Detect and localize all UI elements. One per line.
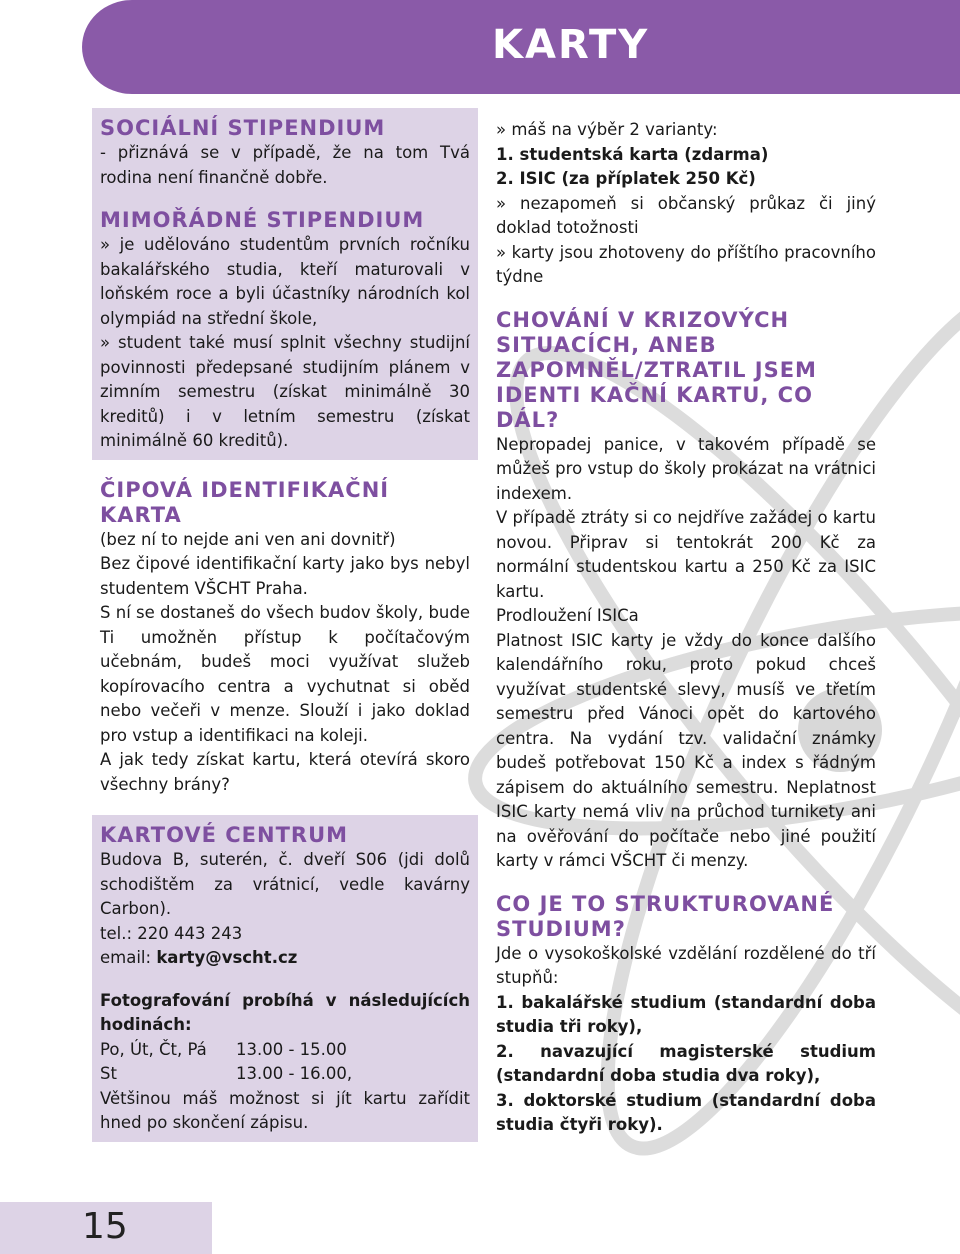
photo-hours-title: Fotografování probíhá v následujících hodinách: (100, 990, 470, 1034)
chip-card-text-4: A jak tedy získat kartu, která otevírá skoro všechny brány? (100, 750, 470, 794)
structure-item-1: 1. bakalářské studium (standardní doba studia tři roky), (496, 992, 876, 1036)
page-number-box (0, 1202, 212, 1254)
structure-item-2: 2. navazující magisterské studium (standardní doba studia dva roky), (496, 1041, 876, 1085)
hours-row-2 (100, 1062, 470, 1087)
page-number: 15 (82, 1206, 128, 1247)
hours-2-days: St (100, 1064, 117, 1083)
hours-row-1 (100, 1038, 470, 1063)
extra-stipend-title: MIMOŘÁDNÉ STIPENDIUM (100, 208, 425, 232)
card-center-title: KARTOVÉ CENTRUM (100, 823, 349, 847)
hours-2-time: 13.00 - 16.00, (236, 1064, 353, 1083)
chip-card-title: ČIPOVÁ IDENTIFIKAČNÍ KARTA (100, 477, 390, 527)
crisis-text-2: V případě ztráty si co nejdříve zažádej o kartu novou. Připrav si tentokrát 200 Kč za normální studentskou kartu a 250 Kč za ISIC kartu. (496, 508, 876, 601)
card-center-tel: tel.: 220 443 243 (100, 923, 243, 943)
ready-time: » karty jsou zhotoveny do příštího pracovního týdne (496, 242, 876, 286)
right-column (496, 118, 876, 1138)
social-stipend-box (92, 108, 478, 460)
crisis-text-3: Prodloužení ISICa (496, 606, 639, 625)
crisis-text-4: Platnost ISIC karty je vždy do konce dalšího kalendářního roku, proto pokud chceš využívat studentské slevy, musíš ve třetím semestru před Vánoci opět do kartového centra. Na vydání tzv. validační známky budeš potřebovat 150 Kč a index s řádným zápisem do aktuálního semestru. Neplatnost ISIC karty nemá vliv na průchod turnikety ani na ověřování do počítače nebo jiné použití karty v rámci VŠCHT či menzy. (496, 630, 876, 870)
hours-1-days: Po, Út, Čt, Pá (100, 1039, 207, 1059)
social-stipend-text: - přiznává se v případě, že na tom Tvá rodina není finančně dobře. (100, 143, 470, 187)
crisis-title: CHOVÁNÍ V KRIZOVÝCH SITUACÍCH, ANEB ZAPOMNĚL/ZTRATIL JSEM IDENTI KAČNÍ KARTU, CO DÁL? (496, 307, 817, 432)
left-column (92, 108, 478, 1142)
chip-card-text-2: Bez čipové identifikační karty jako bys nebyl studentem VŠCHT Praha. (100, 554, 470, 598)
id-reminder: » nezapomeň si občanský průkaz či jiný doklad totožnosti (496, 193, 876, 237)
hours-1-time: 13.00 - 15.00 (236, 1039, 347, 1059)
structure-text: Jde o vysokoškolské vzdělání rozdělené do tří stupňů: (496, 943, 876, 987)
extra-stipend-text-1: » je udělováno studentům prvních ročníku bakalářského studia, kteří maturovali v loňském roce a byli účastníky národních kol olympiád na střední škole, (100, 235, 470, 328)
page-header (82, 0, 960, 94)
page-title: KARTY (492, 22, 650, 68)
structure-item-3: 3. doktorské studium (standardní doba studia čtyři roky). (496, 1090, 876, 1134)
variant-1: 1. studentská karta (zdarma) (496, 144, 769, 164)
extra-stipend-text-2: » student také musí splnit všechny studijní povinnosti předepsané studijním plánem v zimním semestru (získat minimálně 30 kreditů) i v letním semestru (získat minimálně 60 kreditů). (100, 333, 470, 450)
chip-card-text-3: S ní se dostaneš do všech budov školy, bude Ti umožněn přístup k počítačovým učebnám, budeš moci využívat služeb kopírovacího centra a vychutnat si oběd nebo večeři v menze. Slouží i jako doklad pro vstup a identifikaci na koleji. (100, 603, 470, 745)
email-label: email: (100, 948, 157, 967)
variant-2: 2. ISIC (za příplatek 250 Kč) (496, 169, 756, 188)
card-center-box (92, 815, 478, 1142)
email-link[interactable]: karty@vscht.cz (156, 948, 298, 967)
variants-intro: » máš na výběr 2 varianty: (496, 120, 718, 139)
crisis-text-1: Nepropadej panice, v takovém případě se můžeš pro vstup do školy prokázat na vrátnici indexem. (496, 434, 876, 503)
chip-card-text-1: (bez ní to nejde ani ven ani dovnitř) (100, 529, 396, 549)
card-center-email-line (100, 946, 470, 971)
card-center-note: Většinou máš možnost si jít kartu zařídit hned po skončení zápisu. (100, 1088, 470, 1132)
structure-title: CO JE TO STRUKTUROVANÉ STUDIUM? (496, 891, 835, 941)
social-stipend-title: SOCIÁLNÍ STIPENDIUM (100, 116, 386, 140)
card-center-address: Budova B, suterén, č. dveří S06 (jdi dolů schodištěm za vrátnicí, vedle kavárny Carbon). (100, 850, 470, 918)
